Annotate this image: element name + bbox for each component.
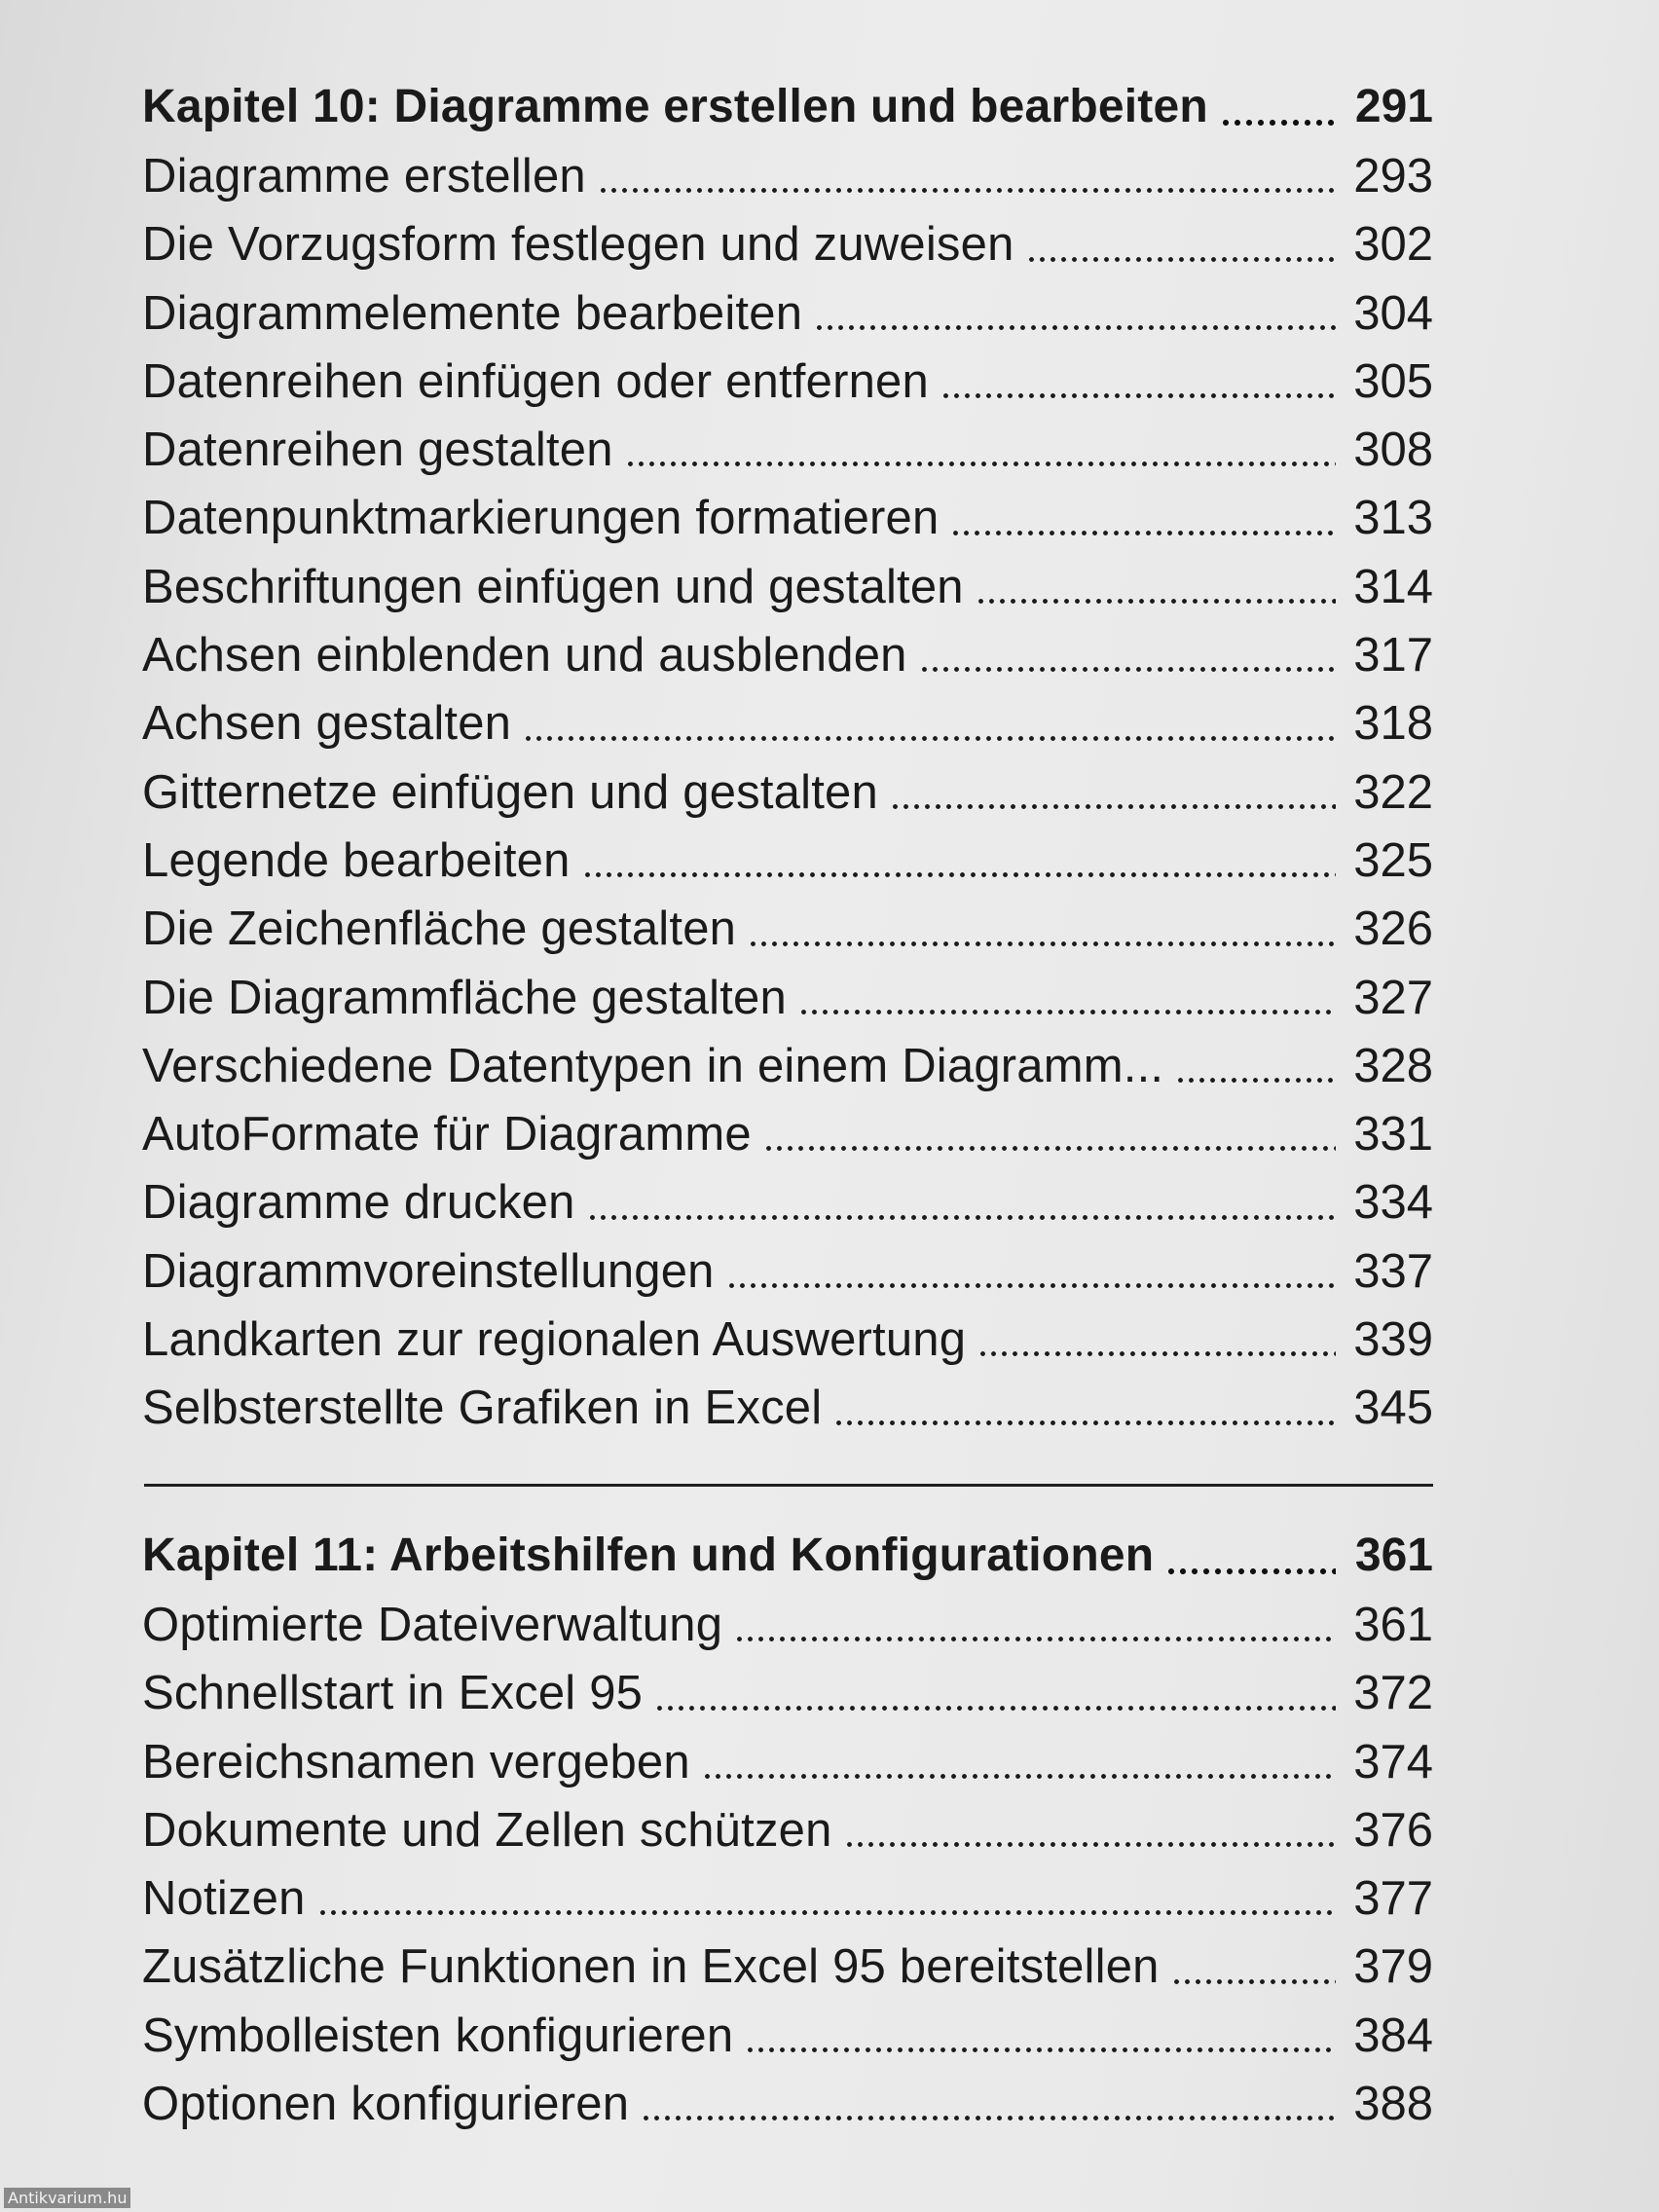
toc-entry-title: Legende bearbeiten bbox=[142, 833, 571, 887]
dot-leader bbox=[844, 1796, 1336, 1864]
dot-leader bbox=[317, 1864, 1336, 1933]
toc-entry bbox=[142, 1168, 1433, 1236]
toc-entry-title: Datenreihen einfügen oder entfernen bbox=[142, 354, 929, 408]
toc-entry-title: Dokumente und Zellen schützen bbox=[142, 1803, 832, 1857]
dot-leader bbox=[763, 1100, 1336, 1168]
toc-entry-title: Notizen bbox=[142, 1872, 306, 1926]
toc-entry-page-number: 313 bbox=[1353, 492, 1433, 545]
toc-entry bbox=[142, 2070, 1433, 2138]
chapter-heading bbox=[142, 72, 1433, 142]
toc-entry-page-number: 379 bbox=[1353, 1940, 1433, 1994]
toc-entry-page-number: 361 bbox=[1353, 1599, 1433, 1651]
toc-chapter-11 bbox=[142, 1521, 1433, 2138]
toc-entry bbox=[142, 827, 1433, 895]
toc-entry-title: Beschriftungen einfügen und gestalten bbox=[142, 560, 964, 613]
dot-leader bbox=[940, 348, 1336, 416]
toc-entry-page-number: 372 bbox=[1353, 1667, 1433, 1720]
chapter-page-number: 291 bbox=[1354, 81, 1433, 132]
toc-entry bbox=[142, 758, 1433, 827]
toc-entry-title: Gitternetze einfügen und gestalten bbox=[142, 765, 878, 819]
dot-leader bbox=[582, 827, 1336, 895]
toc-entry-title: Zusätzliche Funktionen in Excel 95 bereitstellen bbox=[142, 1940, 1160, 1994]
toc-entry-list bbox=[142, 1591, 1433, 2138]
toc-entry-page-number: 318 bbox=[1353, 697, 1433, 751]
toc-entry bbox=[142, 2002, 1433, 2070]
toc-entry-page-number: 384 bbox=[1353, 2009, 1433, 2062]
toc-entry bbox=[142, 416, 1433, 484]
toc-entry-title: Diagramme drucken bbox=[142, 1176, 575, 1230]
dot-leader bbox=[641, 2070, 1336, 2138]
toc-entry bbox=[142, 1728, 1433, 1796]
toc-entry-title: Diagramme erstellen bbox=[142, 150, 586, 203]
dot-leader bbox=[726, 1237, 1336, 1306]
toc-entry bbox=[142, 689, 1433, 757]
dot-leader bbox=[833, 1374, 1336, 1442]
toc-entry bbox=[142, 1306, 1433, 1374]
toc-entry-title: Achsen einblenden und ausblenden bbox=[142, 629, 907, 682]
toc-entry bbox=[142, 895, 1433, 963]
toc-entry-page-number: 322 bbox=[1353, 765, 1433, 819]
dot-leader bbox=[1171, 1933, 1336, 2001]
toc-entry-page-number: 377 bbox=[1353, 1872, 1433, 1926]
toc-entry-title: Schnellstart in Excel 95 bbox=[142, 1667, 644, 1720]
toc-entry-page-number: 302 bbox=[1353, 218, 1433, 272]
toc-entry bbox=[142, 484, 1433, 552]
dot-leader bbox=[587, 1168, 1336, 1236]
toc-entry bbox=[142, 553, 1433, 621]
toc-entry-title: Selbsterstellte Grafiken in Excel bbox=[142, 1382, 823, 1435]
dot-leader bbox=[976, 553, 1336, 621]
watermark-label: Antikvarium.hu bbox=[4, 2188, 130, 2208]
toc-entry-title: Diagrammvoreinstellungen bbox=[142, 1244, 715, 1298]
toc-entry-title: Achsen gestalten bbox=[142, 697, 512, 751]
toc-entry-page-number: 304 bbox=[1353, 286, 1433, 340]
toc-entry bbox=[142, 1237, 1433, 1306]
dot-leader bbox=[523, 689, 1336, 757]
toc-entry-title: Datenpunktmarkierungen formatieren bbox=[142, 492, 940, 545]
toc-entry-page-number: 308 bbox=[1353, 424, 1433, 477]
dot-leader bbox=[702, 1728, 1336, 1796]
toc-entry-page-number: 317 bbox=[1353, 629, 1433, 682]
toc-chapter-10 bbox=[142, 72, 1433, 1443]
toc-entry bbox=[142, 1864, 1433, 1933]
toc-entry bbox=[142, 1933, 1433, 2001]
dot-leader bbox=[950, 484, 1336, 552]
toc-entry-title: Landkarten zur regionalen Auswertung bbox=[142, 1313, 967, 1367]
toc-entry-page-number: 337 bbox=[1353, 1244, 1433, 1298]
chapter-title: Kapitel 10: Diagramme erstellen und bearbeiten bbox=[142, 81, 1208, 132]
dot-leader bbox=[654, 1659, 1336, 1727]
toc-entry-title: Symbolleisten konfigurieren bbox=[142, 2009, 734, 2062]
toc-entry-page-number: 331 bbox=[1353, 1108, 1433, 1161]
toc-entry-page-number: 376 bbox=[1353, 1803, 1433, 1857]
toc-entry-page-number: 293 bbox=[1353, 150, 1433, 203]
toc-entry-page-number: 325 bbox=[1353, 833, 1433, 887]
toc-entry-page-number: 305 bbox=[1353, 354, 1433, 408]
toc-entry bbox=[142, 964, 1433, 1032]
toc-entry bbox=[142, 1374, 1433, 1442]
chapter-page-number: 361 bbox=[1354, 1530, 1433, 1581]
toc-entry-page-number: 374 bbox=[1353, 1735, 1433, 1788]
toc-entry-title: Diagrammelemente bearbeiten bbox=[142, 286, 803, 340]
toc-entry bbox=[142, 210, 1433, 278]
toc-entry-page-number: 328 bbox=[1353, 1039, 1433, 1092]
dot-leader bbox=[1220, 72, 1336, 142]
dot-leader bbox=[734, 1591, 1336, 1659]
toc-entry bbox=[142, 1100, 1433, 1168]
dot-leader bbox=[1026, 210, 1336, 278]
toc-entry-title: Die Vorzugsform festlegen und zuweisen bbox=[142, 218, 1014, 272]
toc-entry bbox=[142, 1591, 1433, 1659]
toc-entry bbox=[142, 621, 1433, 689]
dot-leader bbox=[748, 895, 1336, 963]
toc-entry bbox=[142, 1796, 1433, 1864]
chapter-heading bbox=[142, 1521, 1433, 1591]
toc-entry-title: Datenreihen gestalten bbox=[142, 424, 613, 477]
toc-entry bbox=[142, 142, 1433, 210]
toc-entry-page-number: 314 bbox=[1353, 560, 1433, 613]
toc-entry-title: Bereichsnamen vergeben bbox=[142, 1735, 690, 1788]
dot-leader bbox=[798, 964, 1336, 1032]
dot-leader bbox=[1165, 1521, 1336, 1591]
toc-entry bbox=[142, 348, 1433, 416]
toc-entry-title: Verschiedene Datentypen in einem Diagramm... bbox=[142, 1039, 1164, 1092]
toc-entry-title: Optionen konfigurieren bbox=[142, 2078, 630, 2131]
toc-entry-page-number: 388 bbox=[1353, 2078, 1433, 2131]
toc-entry-page-number: 326 bbox=[1353, 903, 1433, 956]
toc-entry-page-number: 334 bbox=[1353, 1176, 1433, 1230]
toc-entry-title: Die Diagrammfläche gestalten bbox=[142, 971, 787, 1024]
dot-leader bbox=[977, 1306, 1336, 1374]
dot-leader bbox=[890, 758, 1336, 827]
toc-entry-title: Die Zeichenfläche gestalten bbox=[142, 903, 737, 956]
toc-entry-page-number: 345 bbox=[1353, 1382, 1433, 1435]
chapter-title: Kapitel 11: Arbeitshilfen und Konfigurationen bbox=[142, 1530, 1155, 1581]
toc-entry bbox=[142, 1032, 1433, 1100]
dot-leader bbox=[598, 142, 1336, 210]
toc-entry bbox=[142, 1659, 1433, 1727]
dot-leader bbox=[745, 2002, 1336, 2070]
chapter-divider bbox=[144, 1484, 1433, 1487]
toc-entry-page-number: 327 bbox=[1353, 971, 1433, 1024]
toc-entry-page-number: 339 bbox=[1353, 1313, 1433, 1367]
toc-entry-title: AutoFormate für Diagramme bbox=[142, 1108, 752, 1161]
toc-entry bbox=[142, 279, 1433, 348]
dot-leader bbox=[814, 279, 1336, 348]
toc-entry-title: Optimierte Dateiverwaltung bbox=[142, 1599, 723, 1651]
dot-leader bbox=[919, 621, 1336, 689]
dot-leader bbox=[1175, 1032, 1336, 1100]
toc-entry-list bbox=[142, 142, 1433, 1443]
dot-leader bbox=[625, 416, 1336, 484]
